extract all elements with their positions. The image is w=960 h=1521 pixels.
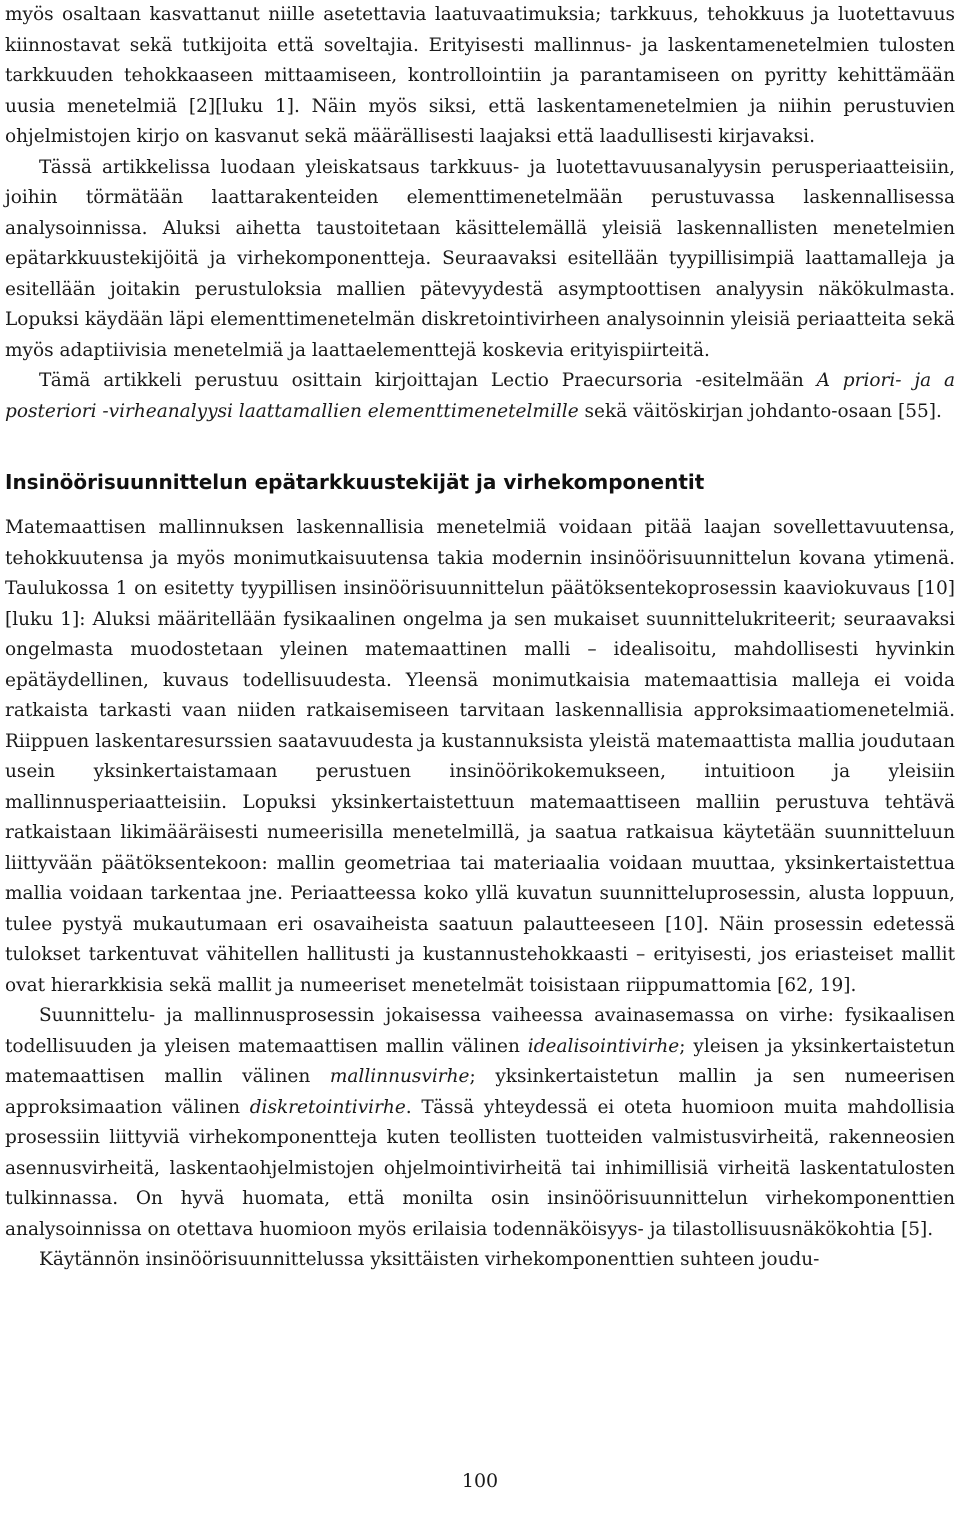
paragraph — [5, 366, 955, 427]
term-mallinnusvirhe: mallinnusvirhe — [329, 1066, 470, 1087]
paragraph: Tässä artikkelissa luodaan yleiskatsaus tarkkuus- ja luotettavuusanalyysin perusperiaatteisiin, joihin törmätään laattarakenteiden elementtimenetelmään perustuvassa laskennallisessa analysoinnissa. Aluksi aihetta taustoitetaan käsittelemällä yleisiä laskennallisten menetelmien epätarkkuustekijöitä ja virhekomponentteja. Seuraavaksi esitellään tyypillisimpiä laattamalleja ja esitellään joitakin perustuloksia mallien pätevyydestä asymptoottisen analyysin näkökulmasta. Lopuksi käydään läpi elementtimenetelmän diskretointivirheen analysoinnin yleisiä periaatteita sekä myös adaptiivisia menetelmiä ja laattaelementtejä koskevia erityispiirteitä. — [5, 156, 955, 361]
paragraph: myös osaltaan kasvattanut niille asetettavia laatuvaatimuksia; tarkkuus, tehokkuus ja luotettavuus kiinnostavat sekä tutkijoita että soveltajia. Erityisesti mallinnus- ja laskentamenetelmien tulosten tarkkuuden tehokkaaseen mittaamiseen, kontrollointiin ja parantamiseen on pyritty kehittämään uusia menetelmiä [2][luku 1]. Näin myös siksi, että laskentamenetelmien ja niihin perustuvien ohjelmistojen kirjo on kasvanut sekä määrällisesti laajaksi että laadullisesti kirjavaksi. — [5, 4, 955, 147]
term-idealisointivirhe: idealisointivirhe — [527, 1035, 680, 1057]
term-diskretointivirhe: diskretointivirhe — [249, 1096, 406, 1118]
text-span: sekä väitöskirjan johdanto-osaan [55]. — [578, 400, 942, 422]
text-span: ; yleisen ja yksinkertaistetun matemaattisen mallin välinen — [5, 1035, 955, 1087]
italic-title: A priori- ja a posteriori -virheanalyysi laattamallien elementtimenetelmille — [5, 370, 955, 422]
text-span: ; yksinkertaistetun mallin ja sen numeerisen approksimaation välinen — [5, 1066, 955, 1118]
paragraph — [5, 1001, 955, 1245]
paragraph: Matemaattisen mallinnuksen laskennallisia menetelmiä voidaan pitää laajan sovellettavuutensa, tehokkuutensa ja myös monimutkaisuutensa takia modernin insinöörisuunnittelun kovana ytimenä. Taulukossa 1 on esitetty tyypillisen insinöörisuunnittelun päätöksentekoprosessin kaaviokuvaus [10][luku 1]: Aluksi määritellään fysikaalinen ongelma ja sen mukaiset suunnittelukriteerit; seuraavaksi ongelmasta muodostetaan yleinen matemaattinen malli – idealisoitu, mahdollisesti hyvinkin epätäydellinen, kuvaus todellisuudesta. Yleensä monimutkaisia matemaattisia malleja ei voida ratkaista tarkasti vaan niiden ratkaisemiseen tarvitaan laskennallisia approksimaatiomenetelmiä. Riippuen laskentaresurssien saatavuudesta ja kustannuksista yleistä matemaattista mallia joudutaan usein yksinkertaistamaan perustuen insinöörikokemukseen, intuitioon ja yleisiin mallinnusperiaatteisiin. Lopuksi yksinkertaistettuun matemaattiseen malliin perustuva tehtävä ratkaistaan likimääräisesti numeerisilla menetelmillä, ja saatua ratkaisua käytetään suunnitteluun liittyvään päätöksentekoon: mallin geometriaa tai materiaalia voidaan muuttaa, yksinkertaistettua mallia voidaan tarkentaa jne. Periaatteessa koko yllä kuvatun suunnitteluprosessin, alusta loppuun, tulee pystyä mukautumaan eri osavaiheista saatuun palautteeseen [10]. Näin prosessin edetessä tulokset tarkentuvat vähitellen hallitusti ja kustannustehokkaasti – erityisesti, jos eriasteiset mallit ovat hierarkkisia sekä mallit ja numeeriset menetelmät toisistaan riippumattomia [62, 19]. — [5, 517, 955, 996]
document-page — [5, 0, 955, 1276]
paragraph: Käytännön insinöörisuunnittelussa yksittäisten virhekomponenttien suhteen joudu- — [39, 1249, 820, 1270]
page-number: 100 — [461, 1470, 499, 1492]
text-span: Tämä artikkeli perustuu osittain kirjoittajan Lectio Praecursoria -esitelmään — [39, 370, 817, 391]
text-span: . Tässä yhteydessä ei oteta huomioon muita mahdollisia prosessiin liittyviä virhekomponentteja kuten teollisten tuotteiden valmistusvirheitä, rakenneosien asennusvirheitä, laskentaohjelmistojen ohjelmointivirheitä tai inhimillisiä virheitä laskentatulosten tulkinnassa. On hyvä huomata, että monilta osin insinöörisuunnittelun virhekomponenttien analysoinnissa on otettava huomioon myös erilaisia todennäköisyys- ja tilastollisuusnäkökohtia [5]. — [5, 1096, 955, 1240]
section-heading: Insinöörisuunnittelun epätarkkuustekijät ja virhekomponentit — [5, 470, 705, 494]
text-span: Suunnittelu- ja mallinnusprosessin jokaisessa vaiheessa avainasemassa on virhe: fysikaalisen todellisuuden ja yleisen matemaattisen mallin välinen — [5, 1005, 955, 1057]
